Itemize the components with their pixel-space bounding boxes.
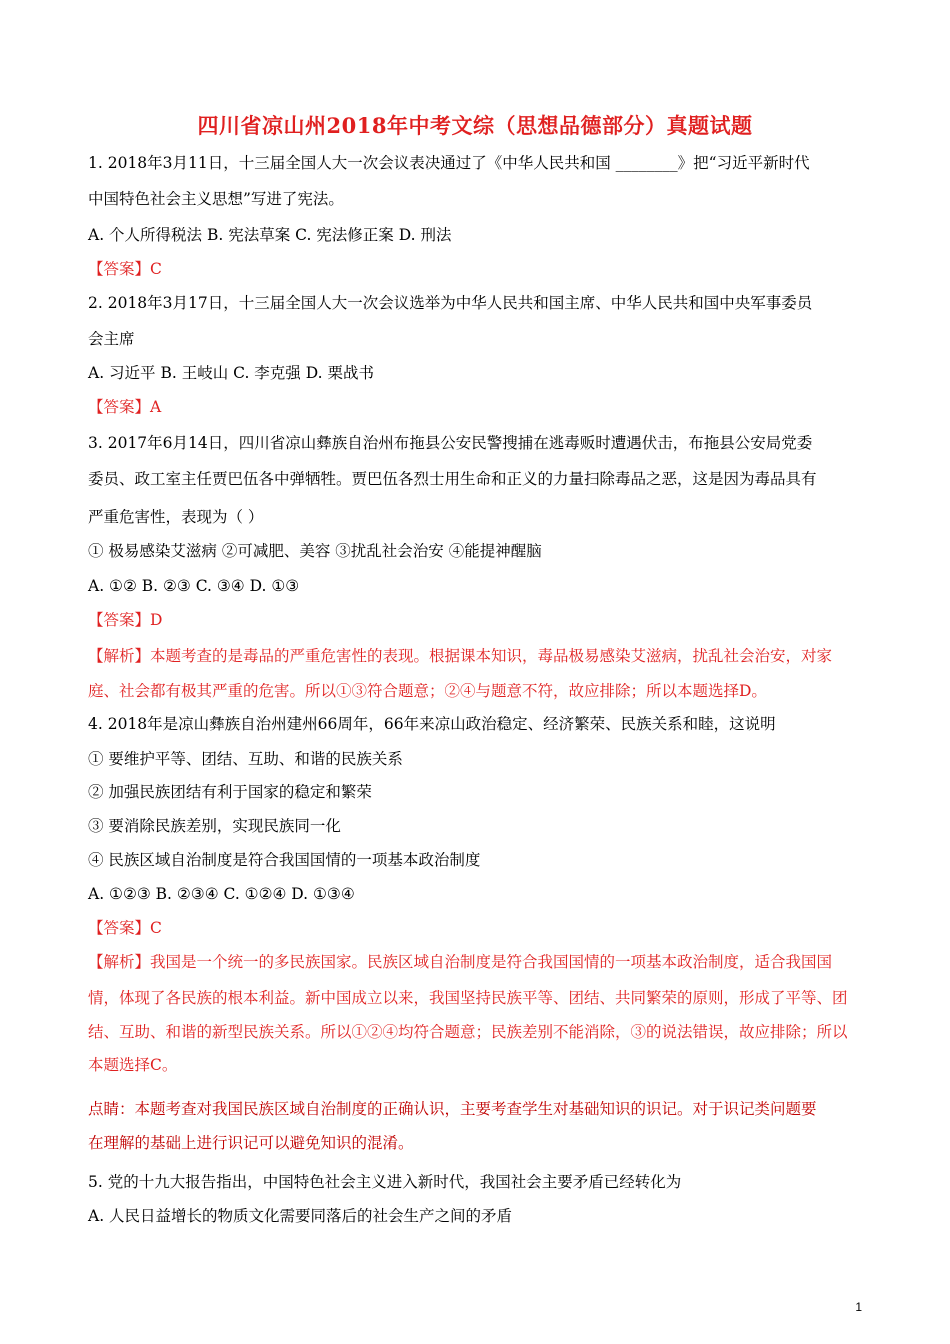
text-line: 严重危害性，表现为（ ）	[88, 508, 264, 526]
page-number: 1	[855, 1300, 862, 1314]
text-line: ① 要维护平等、团结、互助、和谐的民族关系	[88, 750, 403, 768]
text-line: 中国特色社会主义思想”写进了宪法。	[88, 190, 344, 208]
text-line: 会主席	[88, 330, 135, 348]
text-line: A. ①② B. ②③ C. ③④ D. ①③	[88, 577, 300, 595]
text-line: 委员、政工室主任贾巴伍各中弹牺牲。贾巴伍各烈士用生命和正义的力量扫除毒品之恶，这是因为毒品具有	[88, 470, 817, 488]
text-line: 【解析】本题考查的是毒品的严重危害性的表现。根据课本知识，毒品极易感染艾滋病，扰乱社会治安，对家	[88, 647, 833, 665]
text-line: 【答案】C	[88, 919, 162, 937]
page-title: 四川省凉山州2018年中考文综（思想品德部分）真题试题	[197, 113, 753, 138]
text-line: 情，体现了各民族的根本利益。新中国成立以来，我国坚持民族平等、团结、共同繁荣的原则，形成了平等、团	[88, 989, 848, 1007]
text-line: 庭、社会都有极其严重的危害。所以①③符合题意；②④与题意不符，故应排除；所以本题选择D。	[88, 682, 767, 700]
text-line: 结、互助、和谐的新型民族关系。所以①②④均符合题意；民族差别不能消除，③的说法错误，故应排除；所以	[88, 1023, 848, 1041]
text-line: 1. 2018年3月11日，十三届全国人大一次会议表决通过了《中华人民共和国 ________》把“习近平新时代	[88, 154, 810, 172]
text-line: ④ 民族区域自治制度是符合我国国情的一项基本政治制度	[88, 851, 481, 869]
text-line: ③ 要消除民族差别，实现民族同一化	[88, 817, 341, 835]
text-line: A. 习近平 B. 王岐山 C. 李克强 D. 栗战书	[88, 364, 374, 382]
text-line: 4. 2018年是凉山彝族自治州建州66周年，66年来凉山政治稳定、经济繁荣、民族关系和睦，这说明	[88, 715, 776, 733]
text-line: 【答案】C	[88, 260, 162, 278]
text-line: 本题选择C。	[88, 1056, 178, 1074]
text-line: 【答案】A	[88, 398, 162, 416]
text-line: A. 个人所得税法 B. 宪法草案 C. 宪法修正案 D. 刑法	[88, 226, 452, 244]
text-line: 5. 党的十九大报告指出，中国特色社会主义进入新时代，我国社会主要矛盾已经转化为	[88, 1173, 682, 1191]
text-line: 在理解的基础上进行识记可以避免知识的混淆。	[88, 1134, 414, 1152]
text-line: A. 人民日益增长的物质文化需要同落后的社会生产之间的矛盾	[88, 1207, 513, 1225]
text-line: ② 加强民族团结有利于国家的稳定和繁荣	[88, 783, 372, 801]
text-line: 3. 2017年6月14日，四川省凉山彝族自治州布拖县公安民警搜捕在逃毒贩时遭遇伏击，布拖县公安局党委	[88, 434, 813, 452]
text-line: 【解析】我国是一个统一的多民族国家。民族区域自治制度是符合我国国情的一项基本政治制度，适合我国国	[88, 953, 833, 971]
text-line: A. ①②③ B. ②③④ C. ①②④ D. ①③④	[88, 885, 355, 903]
text-line: 【答案】D	[88, 611, 163, 629]
text-line: ① 极易感染艾滋病 ②可减肥、美容 ③扰乱社会治安 ④能提神醒脑	[88, 542, 542, 560]
text-line: 点睛：本题考查对我国民族区域自治制度的正确认识，主要考查学生对基础知识的识记。对于识记类问题要	[88, 1100, 817, 1118]
text-line: 2. 2018年3月17日，十三届全国人大一次会议选举为中华人民共和国主席、中华人民共和国中央军事委员	[88, 294, 813, 312]
